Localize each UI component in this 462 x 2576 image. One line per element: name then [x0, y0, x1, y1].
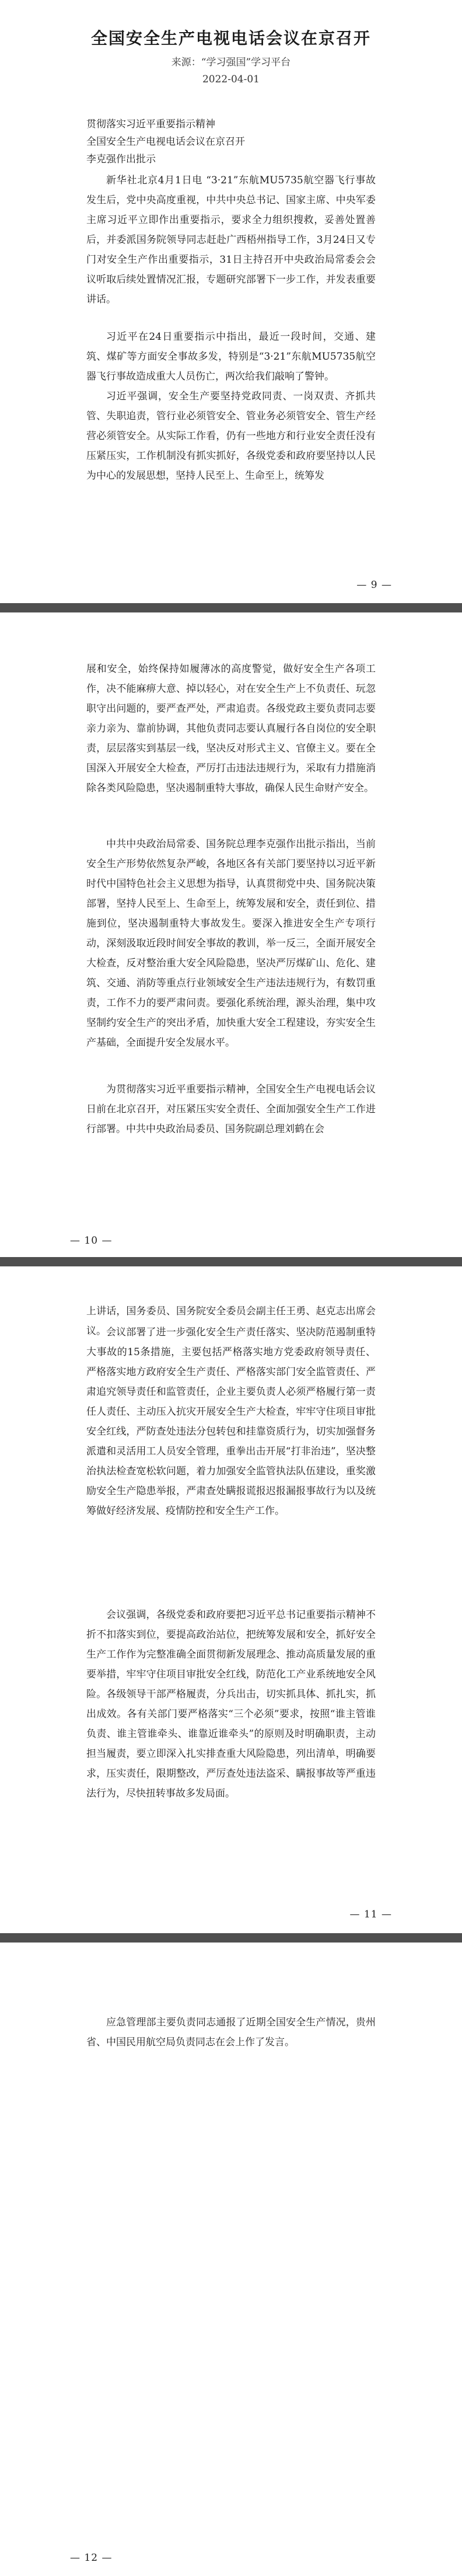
paragraph: 上讲话，国务委员、国务院安全委员会副主任王勇、赵克志出席会议。 [86, 1306, 376, 1337]
headline-2: 全国安全生产电视电话会议在京召开 [86, 136, 245, 148]
page-number: — 9 — [356, 579, 392, 591]
page-number: — 12 — [70, 2552, 113, 2564]
paragraph: 会议强调，各级党委和政府要把习近平总书记重要指示精神不折不扣落实到位，要提高政治站位，把统筹发展和安全，抓好安全生产工作作为完整准确全面贯彻新发展理念、推动高质量发展的重要举措，牢牢守住项目审批安全红线，防范化工产业系统地安全风险。各级领导干部严格履责，分兵出击，切实抓具体、抓扎实，抓出成效。各有关部门要严格落实“三个必须”要求，按照“谁主管谁负责、谁主管谁牵头、谁靠近谁牵头”的原则及时明确职责，主动担当履责，要立即深入扎实排查重大风险隐患，列出清单，明确要求，压实责任，限期整改，严厉查处违法盗采、瞒报事故等严重违法行为，尽快扭转事故多发局面。 [86, 1609, 376, 1799]
page-separator [0, 1933, 462, 1943]
page-number: — 10 — [70, 1235, 113, 1247]
article-source: 来源：“学习强国”学习平台 [171, 57, 291, 68]
page-number: — 11 — [349, 1909, 392, 1920]
paragraph: 习近平在24日重要指示中指出，最近一段时间，交通、建筑、煤矿等方面安全事故多发，特别是“3·21”东航MU5735航空器飞行事故造成重大人员伤亡，两次给我们敲响了警钟。 [86, 331, 376, 382]
paragraph: 中共中央政治局常委、国务院总理李克强作出批示指出，当前安全生产形势依然复杂严峻，各地区各有关部门要坚持以习近平新时代中国特色社会主义思想为指导，认真贯彻党中央、国务院决策部署，坚持人民至上、生命至上，统筹发展和安全，责任到位、措施到位，坚决遏制重特大事故发生。要深入推进安全生产专项行动，深刻汲取近段时间安全事故的教训，举一反三，全面开展安全大检查，反对整治重大安全风险隐患，坚决严厉煤矿山、危化、建筑、交通、消防等重点行业领域安全生产违法违规行为，有数罚重责，工作不力的要严肃问责。要强化系统治理，源头治理，集中攻坚制约安全生产的突出矛盾，加快重大安全工程建设，夯实安全生产基础，全面提升安全发展水平。 [86, 838, 376, 1049]
page-separator [0, 1257, 462, 1266]
paragraph: 应急管理部主要负责同志通报了近期全国安全生产情况，贵州省、中国民用航空局负责同志在会上作了发言。 [86, 2017, 376, 2048]
paragraph: 会议部署了进一步强化安全生产责任落实、坚决防范遏制重特大事故的15条措施，主要包括严格落实地方党委政府领导责任、严格落实地方政府安全生产责任、严格落实部门安全监管责任、严肃追究领导责任和监管责任，企业主要负责人必须严格履行第一责任人责任、主动压入抗灾开展安全生产大检查，牢牢守住项目审批安全红线，严防查处违法分包转包和挂靠资质行为，切实加强督务派遣和灵活用工人员安全管理，重拳出击开展“打非治违”，坚决整治执法检查宽松软问题，着力加强安全监管执法队伍建设，重奖激励安全生产隐患举报，严肃查处瞒报谎报迟报漏报事故行为以及统筹做好经济发展、疫情防控和安全生产工作。 [86, 1327, 376, 1517]
page-separator [0, 603, 462, 612]
page-11 [0, 1266, 462, 1933]
paragraph: 展和安全，始终保持如履薄冰的高度警觉，做好安全生产各项工作，决不能麻痹大意、掉以轻心，对在安全生产上不负责任、玩忽职守出问题的，要严查严处，严肃追责。各级党政主要负责同志要亲力亲为、靠前协调，其他负责同志要认真履行各自岗位的安全职责，层层落实到基层一线，坚决反对形式主义、官僚主义。要在全国深入开展安全大检查，严厉打击违法违规行为，采取有力措施消除各类风险隐患，坚决遏制重特大事故，确保人民生命财产安全。 [86, 663, 376, 794]
article-date: 2022-04-01 [202, 74, 260, 85]
page-12 [0, 1943, 462, 2576]
paragraph: 为贯彻落实习近平重要指示精神，全国安全生产电视电话会议日前在北京召开，对压紧压实安全责任、全面加强安全生产工作进行部署。中共中央政治局委员、国务院副总理刘鹤在会 [86, 1084, 376, 1135]
headline-1: 贯彻落实习近平重要指示精神 [86, 119, 215, 130]
page-9 [0, 0, 462, 603]
paragraph: 新华社北京4月1日电 “3·21”东航MU5735航空器飞行事故发生后，党中央高度重视，中共中央总书记、国家主席、中央军委主席习近平立即作出重要指示，要求全力组织搜救，妥善处置善后，并委派国务院领导同志赶赴广西梧州指导工作，3月24日又专门对安全生产作出重要指示，31日主持召开中央政治局常委会会议听取后续处置情况汇报，专题研究部署下一步工作，并发表重要讲话。 [86, 175, 376, 305]
article-title: 全国安全生产电视电话会议在京召开 [90, 29, 371, 48]
paragraph: 习近平强调，安全生产要坚持党政同责、一岗双责、齐抓共管、失职追责，管行业必须管安全、管业务必须管安全、管生产经营必须管安全。从实际工作看，仍有一些地方和行业安全责任没有压紧压实，工作机制没有抓实抓好，各级党委和政府要坚持以人民为中心的发展思想，坚持人民至上、生命至上，统筹发 [86, 391, 376, 482]
headline-3: 李克强作出批示 [86, 154, 156, 165]
page-10 [0, 612, 462, 1257]
